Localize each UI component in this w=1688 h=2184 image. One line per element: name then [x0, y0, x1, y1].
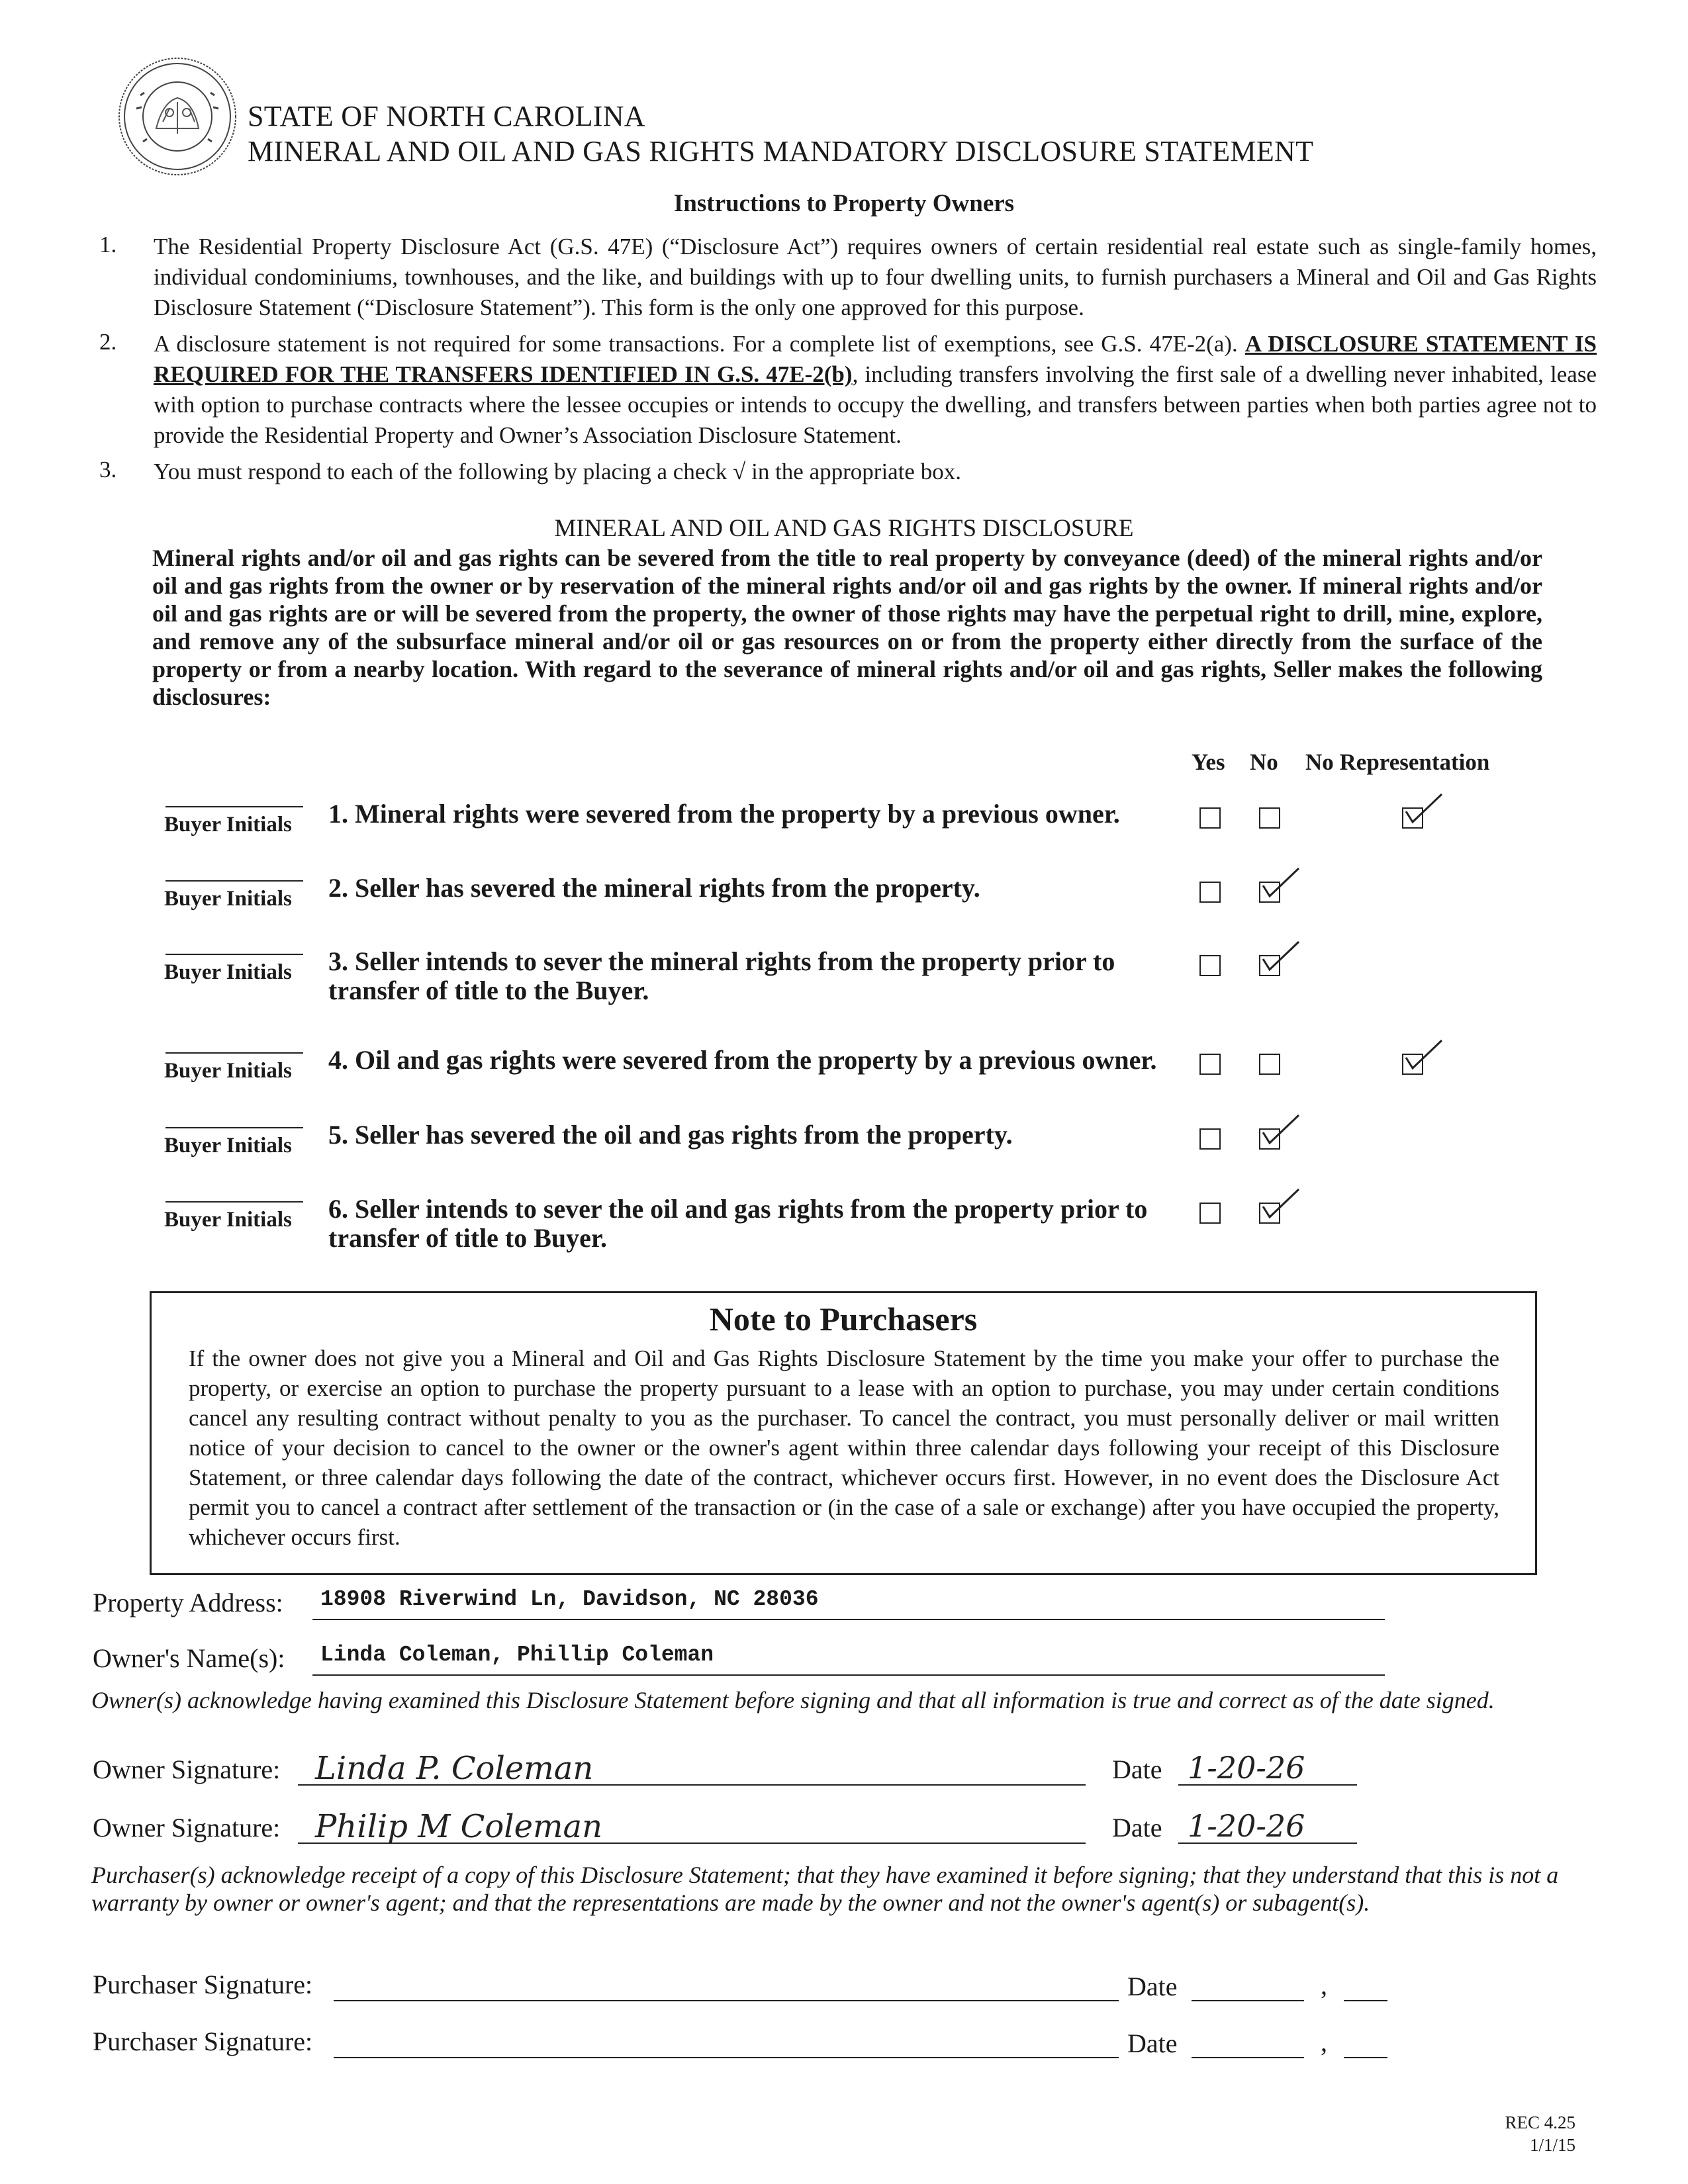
checkmark-icon	[1260, 939, 1300, 972]
disclosure-title: MINERAL AND OIL AND GAS RIGHTS DISCLOSURE	[554, 515, 1134, 542]
owners-name-label: Owner's Name(s):	[93, 1643, 285, 1673]
instruction-text: A disclosure statement is not required for some transactions. For a complete list of exemptions, see G.S. 47E-2(a).	[154, 331, 1245, 357]
checkbox-yes[interactable]	[1199, 955, 1221, 976]
date-comma: ,	[1321, 1970, 1327, 2000]
date-label: Date	[1112, 1754, 1162, 1784]
property-address-field[interactable]	[312, 1586, 1385, 1620]
date-label: Date	[1127, 1972, 1178, 2001]
column-yes: Yes	[1192, 749, 1225, 775]
checkbox-no[interactable]	[1259, 1054, 1280, 1075]
purchaser2-year-field[interactable]	[1344, 2023, 1387, 2058]
form-revision-date: 1/1/15	[1529, 2135, 1575, 2155]
property-address-value: 18908 Riverwind Ln, Davidson, NC 28036	[320, 1587, 819, 1612]
owner1-signature-field[interactable]	[298, 1747, 1086, 1786]
purchaser-signature-label: Purchaser Signature:	[93, 1970, 313, 1999]
instruction-text: , including transfers involving the first sale of a dwelling never inhabited, lease with option to purchase contracts where the lessee occupies or intends to occupy the dwelling, and transfers between parties when both parties agree not to provide the Residential Property and Owner’s Association Disclosure Statement.	[154, 361, 1597, 448]
owners-name-field[interactable]	[312, 1641, 1385, 1676]
buyer-initials-label: Buyer Initials	[164, 887, 292, 911]
item-number: 3.	[99, 457, 117, 482]
buyer-initials-label: Buyer Initials	[164, 1208, 292, 1232]
purchaser-signature-label: Purchaser Signature:	[93, 2026, 313, 2056]
form-id: REC 4.25	[1505, 2113, 1575, 2132]
purchaser1-date-field[interactable]	[1192, 1966, 1304, 2001]
item-number: 2.	[99, 329, 117, 355]
buyer-initials-label: Buyer Initials	[164, 813, 292, 837]
instruction-item	[154, 329, 1597, 451]
checkbox-yes[interactable]	[1199, 807, 1221, 829]
buyer-initials-line[interactable]	[165, 806, 303, 807]
instruction-emphasis: A DISCLOSURE STATEMENT IS REQUIRED FOR THE TRANSFERS IDENTIFIED IN G.S. 47E-2(b)	[154, 331, 1597, 387]
buyer-initials-label: Buyer Initials	[164, 1059, 292, 1083]
checkmark-icon	[1260, 1113, 1300, 1146]
state-heading: STATE OF NORTH CAROLINA	[248, 100, 645, 132]
property-address-label: Property Address:	[93, 1588, 283, 1617]
column-no: No	[1250, 749, 1278, 775]
buyer-initials-label: Buyer Initials	[164, 960, 292, 984]
checkbox-yes[interactable]	[1199, 1054, 1221, 1075]
date-label: Date	[1127, 2028, 1178, 2058]
note-body: If the owner does not give you a Mineral and Oil and Gas Rights Disclosure Statement by the time you make your offer to purchase the property, or exercise an option to purchase the property pursuant to a lease with an option to purchase, you may under certain conditions cancel any resulting contract without penalty to you as the purchaser. To cancel the contract, you must personally deliver or mail written notice of your decision to cancel to the owner or the owner's agent within three calendar days following your receipt of this Disclosure Statement, or three calendar days following the date of the contract, whichever occurs first. However, in no event does the Disclosure Act permit you to cancel a contract after settlement of the transaction or (in the case of a sale or exchange) after you have occupied the property, whichever occurs first.	[189, 1345, 1499, 1550]
note-title: Note to Purchasers	[709, 1300, 978, 1338]
disclosure-question: 1. Mineral rights were severed from the property by a previous owner.	[328, 799, 1120, 829]
owner2-date-field[interactable]	[1178, 1805, 1357, 1844]
owner1-signature: Linda P. Coleman	[315, 1750, 594, 1787]
note-to-purchasers-box	[150, 1291, 1537, 1575]
checkmark-icon	[1260, 1187, 1300, 1220]
disclosure-question: 4. Oil and gas rights were severed from the property by a previous owner.	[328, 1045, 1157, 1075]
buyer-initials-label: Buyer Initials	[164, 1134, 292, 1158]
purchaser1-year-field[interactable]	[1344, 1966, 1387, 2001]
instruction-item: The Residential Property Disclosure Act (G.S. 47E) (“Disclosure Act”) requires owners of certain residential real estate such as single-family homes, individual condominiums, townhouses, and the like, and buildings with up to four dwelling units, to furnish purchasers a Mineral and Oil and Gas Rights Disclosure Statement (“Disclosure Statement”). This form is the only one approved for this purpose.	[154, 234, 1597, 320]
checkbox-no[interactable]	[1259, 807, 1280, 829]
purchaser-acknowledgement: Purchaser(s) acknowledge receipt of a copy of this Disclosure Statement; that they have examined it before signing; that they understand that this is not a warranty by owner or owner's agent; and that the representations are made by the owner and not the owner's agent(s) or subagent(s).	[91, 1862, 1559, 1916]
buyer-initials-line[interactable]	[165, 954, 303, 955]
owner2-signature: Philip M Coleman	[315, 1808, 603, 1845]
buyer-initials-line[interactable]	[165, 1052, 303, 1054]
item-number: 1.	[99, 232, 117, 257]
form-title: MINERAL AND OIL AND GAS RIGHTS MANDATORY DISCLOSURE STATEMENT	[248, 135, 1314, 167]
instruction-item: You must respond to each of the following by placing a check √ in the appropriate box.	[154, 459, 961, 484]
owner-signature-label: Owner Signature:	[93, 1754, 281, 1784]
owner2-signature-field[interactable]	[298, 1805, 1086, 1844]
date-label: Date	[1112, 1813, 1162, 1843]
checkmark-icon	[1260, 866, 1300, 899]
owner-signature-label: Owner Signature:	[93, 1813, 281, 1843]
buyer-initials-line[interactable]	[165, 1201, 303, 1203]
disclosure-intro: Mineral rights and/or oil and gas rights can be severed from the title to real property by conveyance (deed) of the mineral rights and/or oil and gas rights from the owner or by reservation of the mineral rights and/or oil and gas rights by the owner. If mineral rights and/or oil and gas rights are or will be severed from the property, the owner of those rights may have the perpetual right to drill, mine, explore, and remove any of the subsurface mineral and/or oil or gas resources on or from the property either directly from the surface of the property or from a nearby location. With regard to the severance of mineral rights and/or oil and gas rights, Seller makes the following disclosures:	[152, 545, 1542, 710]
owners-name-value: Linda Coleman, Phillip Coleman	[320, 1643, 714, 1667]
owner1-date: 1-20-26	[1188, 1750, 1305, 1786]
instructions-title: Instructions to Property Owners	[673, 190, 1015, 217]
owner-acknowledgement: Owner(s) acknowledge having examined this Disclosure Statement before signing and that all information is true and correct as of the date signed.	[91, 1687, 1495, 1713]
buyer-initials-line[interactable]	[165, 880, 303, 882]
owner1-date-field[interactable]	[1178, 1747, 1357, 1786]
checkmark-icon	[1403, 1038, 1443, 1071]
checkbox-yes[interactable]	[1199, 1128, 1221, 1150]
owner2-date: 1-20-26	[1188, 1808, 1305, 1844]
disclosure-question: 2. Seller has severed the mineral rights from the property.	[328, 873, 980, 903]
purchaser1-signature-field[interactable]	[334, 1966, 1119, 2001]
checkbox-yes[interactable]	[1199, 882, 1221, 903]
checkbox-yes[interactable]	[1199, 1203, 1221, 1224]
purchaser2-signature-field[interactable]	[334, 2023, 1119, 2058]
disclosure-question: 5. Seller has severed the oil and gas rights from the property.	[328, 1120, 1013, 1150]
buyer-initials-line[interactable]	[165, 1127, 303, 1128]
disclosure-question: 6. Seller intends to sever the oil and gas rights from the property prior to transfer of title to Buyer.	[328, 1194, 1148, 1253]
commission-seal	[117, 56, 238, 177]
disclosure-question: 3. Seller intends to sever the mineral rights from the property prior to transfer of title to the Buyer.	[328, 946, 1115, 1005]
date-comma: ,	[1321, 2027, 1327, 2057]
purchaser2-date-field[interactable]	[1192, 2023, 1304, 2058]
checkmark-icon	[1403, 792, 1443, 825]
column-no-representation: No Representation	[1305, 749, 1490, 775]
